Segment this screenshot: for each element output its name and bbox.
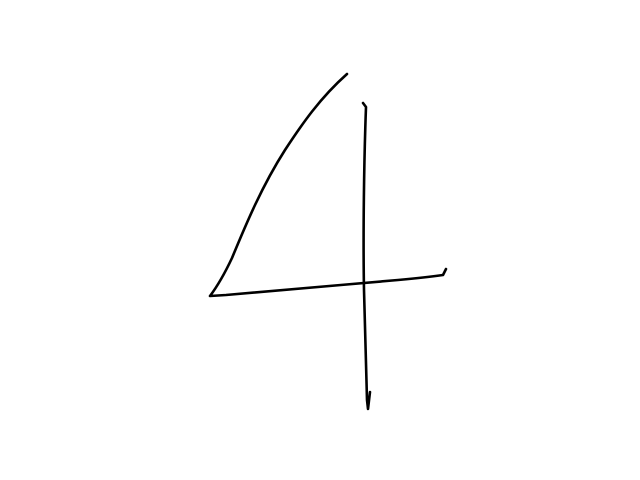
vertical-stroke	[363, 103, 370, 409]
diagonal-and-crossbar-stroke	[210, 74, 446, 296]
